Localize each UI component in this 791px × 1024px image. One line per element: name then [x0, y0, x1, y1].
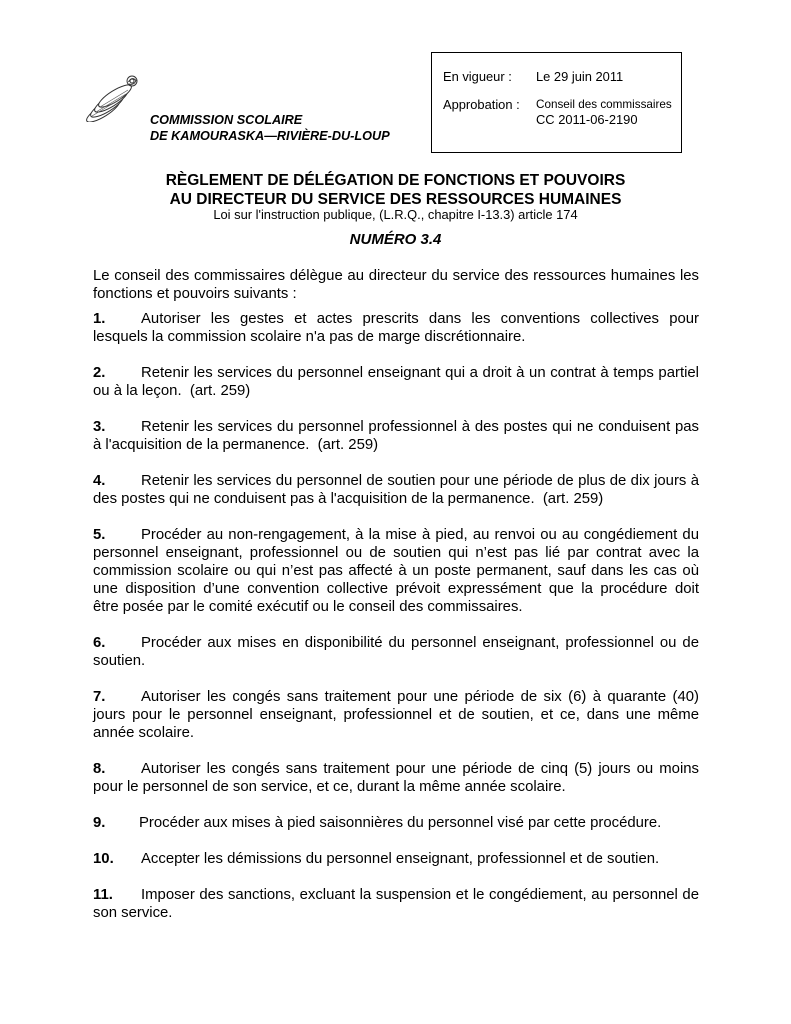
item-text: Procéder aux mises en disponibilité du personnel enseignant, professionnel ou de — [141, 635, 699, 651]
item-line: commission scolaire ou qui n’est pas affecté à un poste permanent, sauf dans les cas où — [93, 563, 699, 579]
item-number: 1. — [93, 311, 106, 327]
item-number: 11. — [93, 887, 113, 903]
item-line — [93, 310, 699, 328]
organization-name-line2: DE KAMOURASKA—RIVIÈRE-DU-LOUP — [150, 129, 390, 143]
item-line — [93, 634, 699, 652]
item-number: 7. — [93, 689, 106, 705]
item-line: à l'acquisition de la permanence. (art. 259) — [93, 437, 379, 453]
intro-paragraph — [93, 267, 699, 303]
item-line — [93, 850, 699, 868]
item-line: personnel enseignant, professionnel ou de soutien qui n’est pas lié par contrat avec la — [93, 545, 699, 561]
effective-date: Le 29 juin 2011 — [536, 69, 624, 84]
item-number: 2. — [93, 365, 106, 381]
item-line: être posée par le comité exécutif ou le conseil des commissaires. — [93, 599, 523, 615]
item-text: Autoriser les congés sans traitement pour une période de six (6) à quarante (40) — [141, 689, 699, 705]
item-line: pour le personnel de son service, et ce, durant la même année scolaire. — [93, 779, 566, 795]
item-line: une disposition d’une convention collective prévoit expressément que la procédure doit — [93, 581, 699, 597]
item-line — [93, 814, 699, 832]
item-line: jours pour le personnel enseignant, professionnel et de soutien, et ce, dans une même — [93, 707, 699, 723]
document-title-line1: RÈGLEMENT DE DÉLÉGATION DE FONCTIONS ET POUVOIRS — [165, 172, 626, 189]
item-text: Imposer des sanctions, excluant la suspension et le congédiement, au personnel de — [141, 887, 699, 903]
delegation-item — [93, 364, 699, 400]
item-text: Retenir les services du personnel de soutien pour une période de plus de dix jours à — [141, 473, 699, 489]
effective-date-box — [431, 52, 682, 153]
law-reference: Loi sur l'instruction publique, (L.R.Q., chapitre I-13.3) article 174 — [213, 207, 578, 222]
item-number: 10. — [93, 851, 114, 867]
item-number: 6. — [93, 635, 106, 651]
item-line: année scolaire. — [93, 725, 194, 741]
delegation-item — [93, 526, 699, 616]
item-line — [93, 886, 699, 904]
document-title-line2: AU DIRECTEUR DU SERVICE DES RESSOURCES HUMAINES — [169, 191, 622, 208]
item-text: Retenir les services du personnel professionnel à des postes qui ne conduisent pas — [141, 419, 699, 435]
commission-scolaire-logo-icon — [82, 70, 144, 122]
item-text: Autoriser les gestes et actes prescrits dans les conventions collectives pour — [141, 311, 699, 327]
effective-label: En vigueur : — [443, 69, 512, 84]
item-line: soutien. — [93, 653, 146, 669]
delegation-item — [93, 688, 699, 742]
delegation-item — [93, 850, 699, 868]
delegation-item — [93, 886, 699, 922]
approval-body: Conseil des commissaires — [536, 98, 672, 111]
item-line: des postes qui ne conduisent pas à l'acquisition de la permanence. (art. 259) — [93, 491, 604, 507]
item-text: Autoriser les congés sans traitement pour une période de cinq (5) jours ou moins — [141, 761, 699, 777]
organization-name-line1: COMMISSION SCOLAIRE — [150, 113, 303, 127]
item-text: Retenir les services du personnel enseignant qui a droit à un contrat à temps partiel — [141, 365, 699, 381]
item-line — [93, 526, 699, 544]
item-line — [93, 472, 699, 490]
item-line — [93, 418, 699, 436]
item-text: Procéder aux mises à pied saisonnières du personnel visé par cette procédure. — [139, 815, 662, 831]
item-line: son service. — [93, 905, 173, 921]
approval-label: Approbation : — [443, 97, 520, 112]
delegation-item — [93, 418, 699, 454]
item-number: 8. — [93, 761, 106, 777]
item-line: ou à la leçon. (art. 259) — [93, 383, 251, 399]
regulation-number: NUMÉRO 3.4 — [349, 231, 442, 248]
approval-reference: CC 2011-06-2190 — [536, 112, 638, 127]
delegation-item — [93, 634, 699, 670]
delegation-item — [93, 310, 699, 346]
delegation-item — [93, 814, 699, 832]
intro-line: fonctions et pouvoirs suivants : — [93, 286, 297, 302]
item-text: Accepter les démissions du personnel enseignant, professionnel et de soutien. — [141, 851, 660, 867]
delegation-item — [93, 472, 699, 508]
item-number: 9. — [93, 815, 106, 831]
item-line — [93, 364, 699, 382]
delegation-item — [93, 760, 699, 796]
organization-name — [150, 112, 390, 144]
document-body — [93, 267, 699, 940]
item-line — [93, 760, 699, 778]
item-number: 4. — [93, 473, 106, 489]
item-text: Procéder au non-rengagement, à la mise à pied, au renvoi ou au congédiement du — [141, 527, 699, 543]
intro-line: Le conseil des commissaires délègue au directeur du service des ressources humaines les — [93, 268, 699, 284]
item-line: lesquels la commission scolaire n'a pas de marge discrétionnaire. — [93, 329, 526, 345]
item-line — [93, 688, 699, 706]
item-number: 5. — [93, 527, 106, 543]
item-number: 3. — [93, 419, 106, 435]
